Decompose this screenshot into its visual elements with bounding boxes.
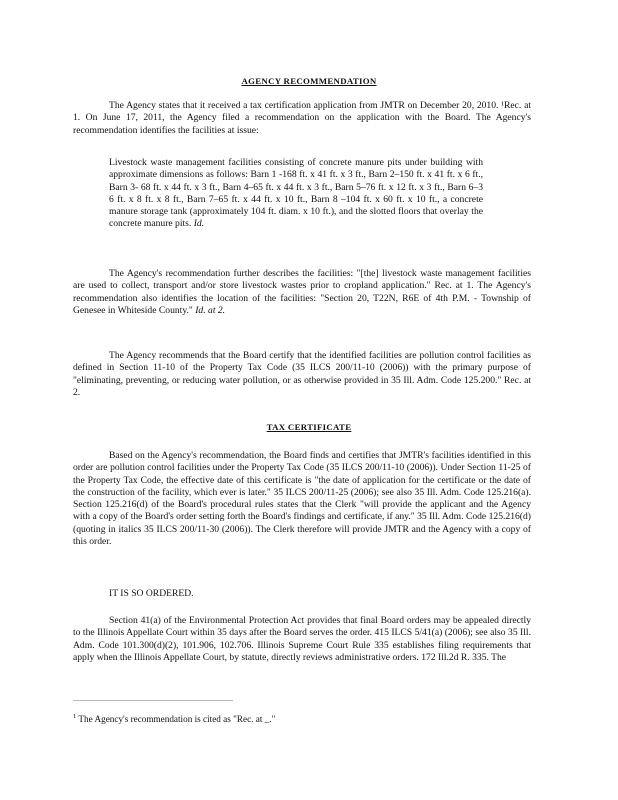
tax-certificate-heading-text: TAX CERTIFICATE: [266, 422, 352, 432]
description-cite: Id. at 2.: [195, 304, 226, 316]
facilities-quote-text: Livestock waste management facilities consisting of concrete manure pits under building with approximate dimensions as follows: Barn 1 -168 ft. x 41 ft. x 3 ft., Barn 2–150 ft. x 41 ft. x 6 ft., Barn 3- 68 ft. x 44 ft. x 3 ft., Barn 4–65 ft. x 44 ft. x 3 ft., Barn 5–76 ft. x 12 ft. x 3 ft., Barn 6–3 6 ft. x 8 ft. x 8 ft., Barn 7–65 ft. x 44 ft. x 10 ft., Barn 8 –104 ft. x 60 ft. x 10 ft., a concrete manure storage tank (approximately 104 ft. diam. x 10 ft.), and the slotted floors that overlay the concrete manure pits.: [109, 157, 483, 230]
paragraph-receipt: The Agency states that it received a tax certification application from JMTR on December 20, 2010. ¹Rec. at 1. On June 17, 2011, the Agency filed a recommendation on the application with the Board. The Agency's recommendation identifies the facilities at issue:: [73, 100, 531, 136]
agency-recommendation-heading-text: AGENCY RECOMMENDATION: [241, 76, 377, 86]
paragraph-appeal: Section 41(a) of the Environmental Protection Act provides that final Board orders may be appealed directly to the Illinois Appellate Court within 35 days after the Board serves the order. 415 ILCS 5/41(a) (2006); see also 35 Ill. Adm. Code 101.300(d)(2), 101.906, 102.706. Illinois Supreme Court Rule 335 establishes filing requirements that apply when the Illinois Appellate Court, by statute, directly reviews administrative orders. 172 Ill.2d R. 335. The: [73, 615, 531, 663]
facilities-quote-cite: Id.: [193, 218, 205, 230]
agency-recommendation-heading: [0, 75, 618, 87]
tax-certificate-heading: [0, 421, 618, 433]
footnote: [73, 713, 531, 725]
footnote-text: The Agency's recommendation is cited as "Rec. at _.": [78, 714, 276, 724]
paragraph-certification: Based on the Agency's recommendation, the Board finds and certifies that JMTR's facilities identified in this order are pollution control facilities under the Property Tax Code (35 ILCS 200/11-10 (2006)). Under Section 11-25 of the Property Tax Code, the effective date of this certificate is "the date of application for the certificate or the date of the construction of the facility, which ever is later." 35 ILCS 200/11-25 (2006); see also 35 Ill. Adm. Code 125.216(a). Section 125.216(d) of the Board's procedural rules states that the Clerk "will provide the applicant and the Agency with a copy of the Board's order setting forth the Board's findings and certificate, if any." 35 Ill. Adm. Code 125.216(d) (quoting in italics 35 ILCS 200/11-30 (2006)). The Clerk therefore will provide JMTR and the Agency with a copy of this order.: [73, 450, 531, 548]
facilities-block-quote: [109, 157, 483, 231]
footnote-marker: 1: [73, 712, 77, 720]
paragraph-recommendation: The Agency recommends that the Board certify that the identified facilities are pollution control facilities as defined in Section 11-10 of the Property Tax Code (35 ILCS 200/11-10 (2006)) with the primary purpose of "eliminating, preventing, or reducing water pollution, or as otherwise provided in 35 Ill. Adm. Code 125.200." Rec. at 2.: [73, 350, 531, 398]
description-text: The Agency's recommendation further describes the facilities: "[the] livestock waste management facilities are used to collect, transport and/or store livestock wastes prior to cropland application." Rec. at 1. The Agency's recommendation also identifies the location of the facilities: "Section 20, T22N, R6E of 4th P.M. - Township of Genesee in Whiteside County.": [73, 268, 531, 316]
paragraph-description: [73, 268, 531, 317]
order-statement: IT IS SO ORDERED.: [109, 588, 194, 599]
footnote-divider: [73, 700, 233, 701]
